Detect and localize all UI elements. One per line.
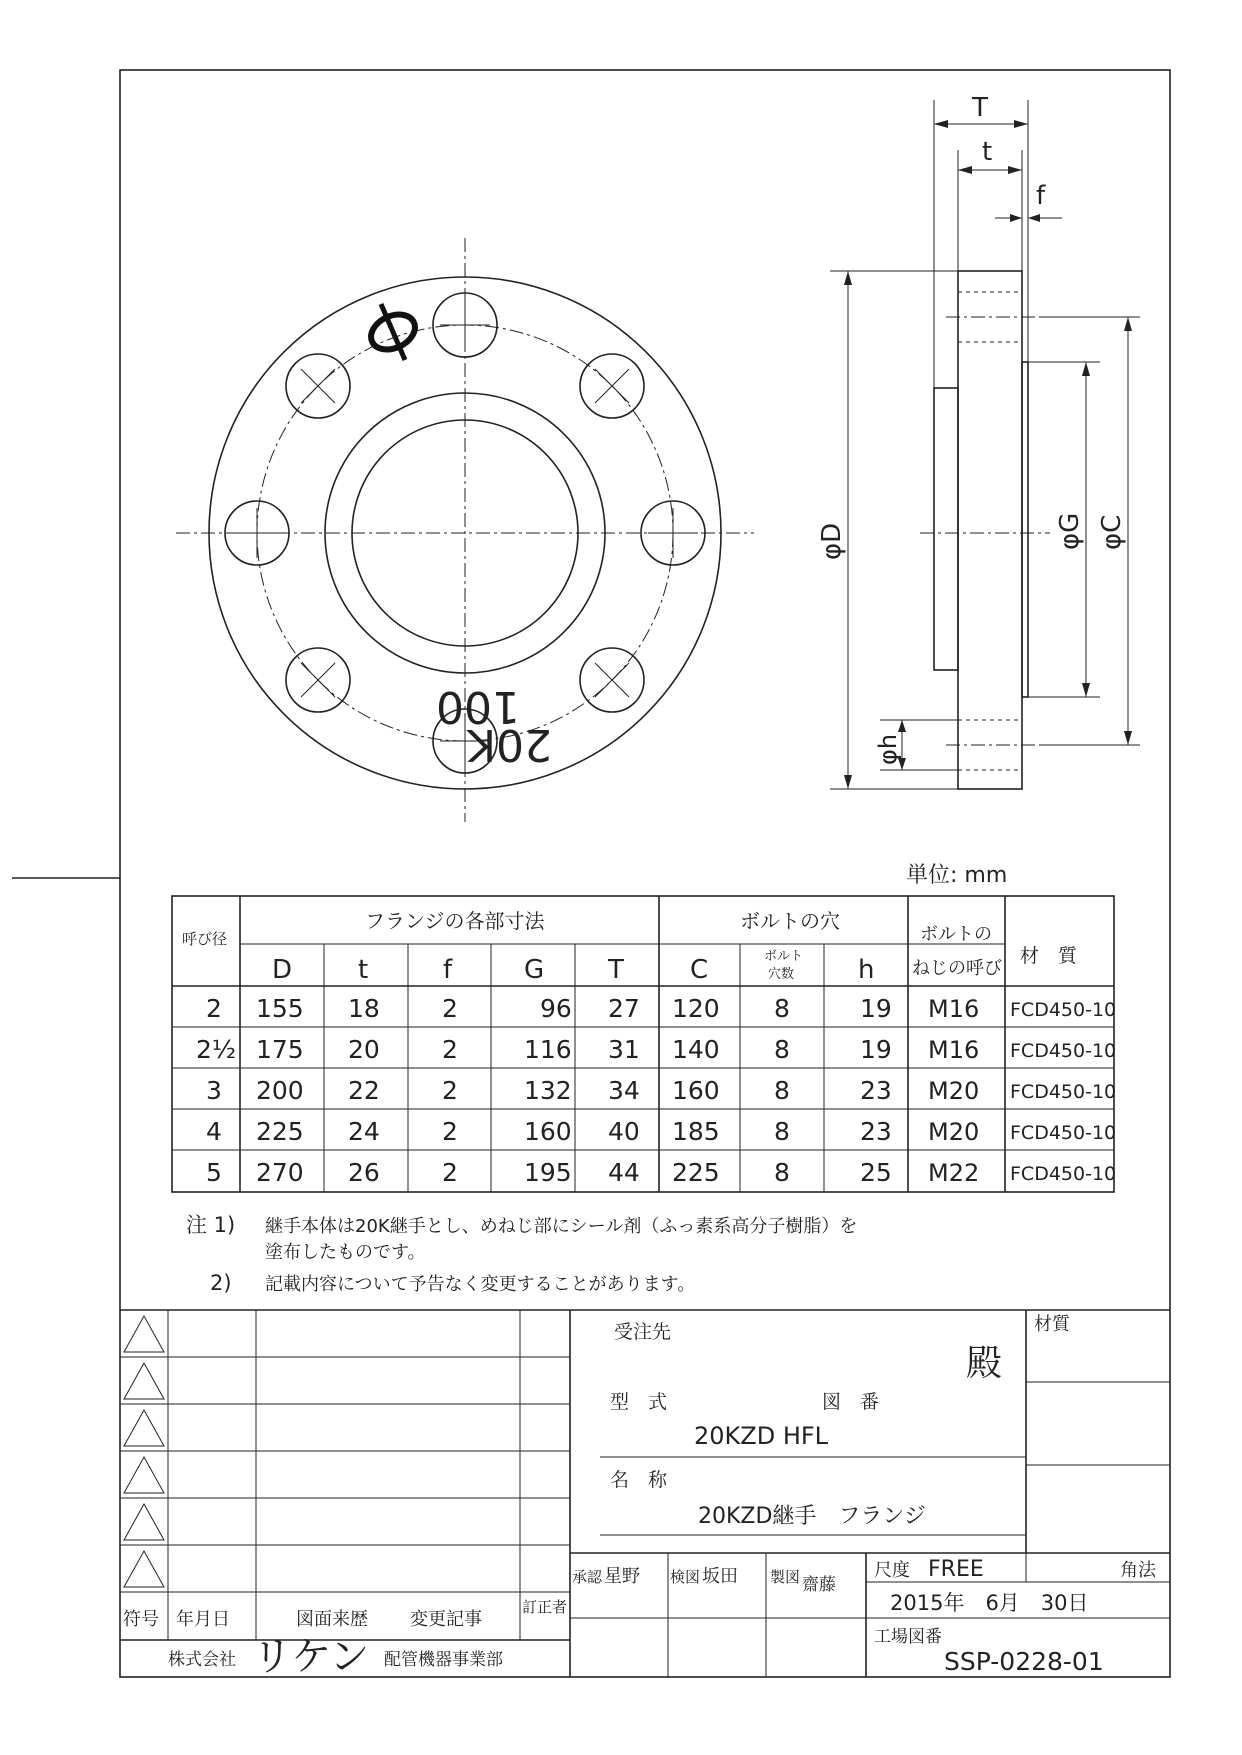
- svg-text:40: 40: [608, 1117, 640, 1146]
- svg-text:31: 31: [608, 1035, 640, 1064]
- svg-text:FCD450-10: FCD450-10: [1010, 1163, 1117, 1185]
- svg-text:2: 2: [442, 1158, 458, 1187]
- svg-text:270: 270: [256, 1158, 304, 1187]
- svg-text:195: 195: [524, 1158, 572, 1187]
- svg-text:44: 44: [608, 1158, 640, 1187]
- draw-label: 製図: [770, 1568, 801, 1586]
- svg-text:175: 175: [256, 1035, 304, 1064]
- svg-text:M16: M16: [928, 995, 980, 1023]
- label-history: 図面来歴: [296, 1609, 368, 1630]
- svg-text:25: 25: [860, 1158, 892, 1187]
- notes: [186, 1213, 857, 1295]
- svg-text:116: 116: [524, 1035, 572, 1064]
- dimension-table: [172, 863, 1116, 1192]
- factory-value: SSP-0228-01: [944, 1647, 1104, 1676]
- table-row: [206, 1076, 1116, 1105]
- header-bolt-thread-1: ボルトの: [920, 924, 992, 945]
- model-value: 20KZD HFL: [694, 1422, 829, 1450]
- sheet-border: [120, 70, 1170, 1677]
- header-bolt-hole: ボルトの穴: [740, 909, 840, 933]
- material-label: 材質: [1034, 1314, 1070, 1335]
- svg-text:225: 225: [672, 1158, 720, 1187]
- svg-text:4: 4: [206, 1117, 222, 1146]
- dim-t: t: [982, 137, 993, 167]
- svg-text:M22: M22: [928, 1159, 980, 1187]
- col-T: T: [608, 955, 624, 985]
- svg-text:2: 2: [442, 1117, 458, 1146]
- svg-text:19: 19: [860, 1035, 892, 1064]
- note-2-line-1: 記載内容について予告なく変更することがあります。: [265, 1274, 696, 1295]
- factory-label: 工場図番: [874, 1627, 942, 1647]
- dim-f: f: [1036, 181, 1046, 211]
- svg-text:3: 3: [206, 1076, 222, 1105]
- draw-name: 齋藤: [802, 1575, 836, 1595]
- header-material: 材 質: [1020, 945, 1078, 967]
- scale-value: FREE: [928, 1557, 984, 1582]
- header-flange-dims: フランジの各部寸法: [365, 909, 545, 933]
- svg-text:140: 140: [672, 1035, 720, 1064]
- table-row: [196, 1035, 1116, 1064]
- col-D: D: [272, 955, 293, 985]
- svg-text:2: 2: [442, 1035, 458, 1064]
- svg-text:155: 155: [256, 994, 304, 1023]
- svg-text:120: 120: [672, 994, 720, 1023]
- flange-side-view: [817, 93, 1140, 789]
- col-count-2: 穴数: [768, 967, 795, 982]
- svg-text:20: 20: [348, 1035, 380, 1064]
- svg-text:26: 26: [348, 1158, 380, 1187]
- svg-text:FCD450-10: FCD450-10: [1010, 999, 1117, 1021]
- header-bolt-thread-2: ねじの呼び: [912, 958, 1002, 979]
- svg-text:2: 2: [442, 994, 458, 1023]
- dim-T: T: [972, 93, 988, 123]
- svg-text:200: 200: [256, 1076, 304, 1105]
- date-value: 2015年 6月 30日: [890, 1591, 1089, 1615]
- col-h: h: [858, 955, 875, 985]
- svg-text:8: 8: [774, 994, 790, 1023]
- table-row: [206, 1117, 1116, 1146]
- svg-text:FCD450-10: FCD450-10: [1010, 1122, 1117, 1144]
- approve-name: 星野: [604, 1566, 640, 1587]
- col-G: G: [524, 955, 545, 985]
- company-prefix: 株式会社: [168, 1650, 236, 1670]
- dim-G: φG: [1055, 512, 1085, 550]
- svg-text:FCD450-10: FCD450-10: [1010, 1040, 1117, 1062]
- col-C: C: [690, 955, 709, 985]
- label-date: 年月日: [176, 1609, 230, 1630]
- check-name: 坂田: [702, 1566, 738, 1587]
- drawing-no-label: 図 番: [822, 1391, 880, 1413]
- name-label: 名 称: [610, 1469, 668, 1491]
- svg-text:27: 27: [608, 994, 640, 1023]
- company-name: リケン: [252, 1634, 370, 1680]
- name-value: 20KZD継手 フランジ: [698, 1504, 926, 1529]
- svg-text:8: 8: [774, 1158, 790, 1187]
- note-1-line-2: 塗布したものです。: [265, 1242, 426, 1263]
- model-label: 型 式: [610, 1391, 668, 1413]
- honorific: 殿: [966, 1343, 1003, 1384]
- dim-C: φC: [1097, 514, 1127, 550]
- svg-text:2: 2: [442, 1076, 458, 1105]
- svg-text:23: 23: [860, 1117, 892, 1146]
- svg-text:19: 19: [860, 994, 892, 1023]
- label-revised-by: 訂正者: [522, 1598, 568, 1616]
- flange-front-view: [176, 238, 754, 822]
- check-label: 検図: [670, 1568, 701, 1586]
- svg-text:M16: M16: [928, 1036, 980, 1064]
- svg-text:2: 2: [206, 994, 222, 1023]
- title-block: [120, 1310, 1170, 1680]
- table-row: [206, 1158, 1116, 1187]
- note-1-label: 注 1): [186, 1213, 236, 1237]
- col-f: f: [443, 955, 453, 985]
- col-t: t: [358, 955, 369, 985]
- svg-text:160: 160: [672, 1076, 720, 1105]
- customer-label: 受注先: [614, 1321, 672, 1343]
- svg-text:160: 160: [524, 1117, 572, 1146]
- cast-mark-rating: 20K: [467, 719, 552, 770]
- svg-text:185: 185: [672, 1117, 720, 1146]
- svg-text:22: 22: [348, 1076, 380, 1105]
- label-change: 変更記事: [410, 1609, 482, 1630]
- svg-text:M20: M20: [928, 1118, 980, 1146]
- svg-text:8: 8: [774, 1076, 790, 1105]
- svg-text:8: 8: [774, 1035, 790, 1064]
- approve-label: 承認: [572, 1568, 603, 1586]
- svg-text:24: 24: [348, 1117, 380, 1146]
- svg-text:96: 96: [540, 994, 572, 1023]
- svg-text:5: 5: [206, 1158, 222, 1187]
- scale-label: 尺度: [874, 1560, 910, 1581]
- svg-text:34: 34: [608, 1076, 640, 1105]
- dim-D: φD: [817, 522, 847, 560]
- svg-text:18: 18: [348, 994, 380, 1023]
- label-symbol: 符号: [123, 1609, 159, 1630]
- svg-text:8: 8: [774, 1117, 790, 1146]
- svg-text:FCD450-10: FCD450-10: [1010, 1081, 1117, 1103]
- header-nominal: 呼び径: [182, 930, 228, 948]
- cast-mark-size: 100: [436, 681, 520, 732]
- projection-label: 角法: [1120, 1560, 1156, 1581]
- note-1-line-1: 継手本体は20K継手とし、めねじ部にシール剤（ふっ素系高分子樹脂）を: [265, 1216, 858, 1237]
- svg-text:23: 23: [860, 1076, 892, 1105]
- svg-text:225: 225: [256, 1117, 304, 1146]
- note-2-label: 2): [210, 1271, 232, 1295]
- phi-cast-mark-icon: [365, 304, 420, 360]
- col-count-1: ボルト: [764, 949, 804, 964]
- svg-text:2½: 2½: [196, 1035, 237, 1064]
- dim-h: φh: [874, 733, 902, 765]
- company-dept: 配管機器事業部: [384, 1650, 503, 1670]
- svg-text:M20: M20: [928, 1077, 980, 1105]
- table-row: [206, 994, 1116, 1023]
- svg-text:132: 132: [524, 1076, 572, 1105]
- unit-label: 単位: mm: [906, 863, 1008, 888]
